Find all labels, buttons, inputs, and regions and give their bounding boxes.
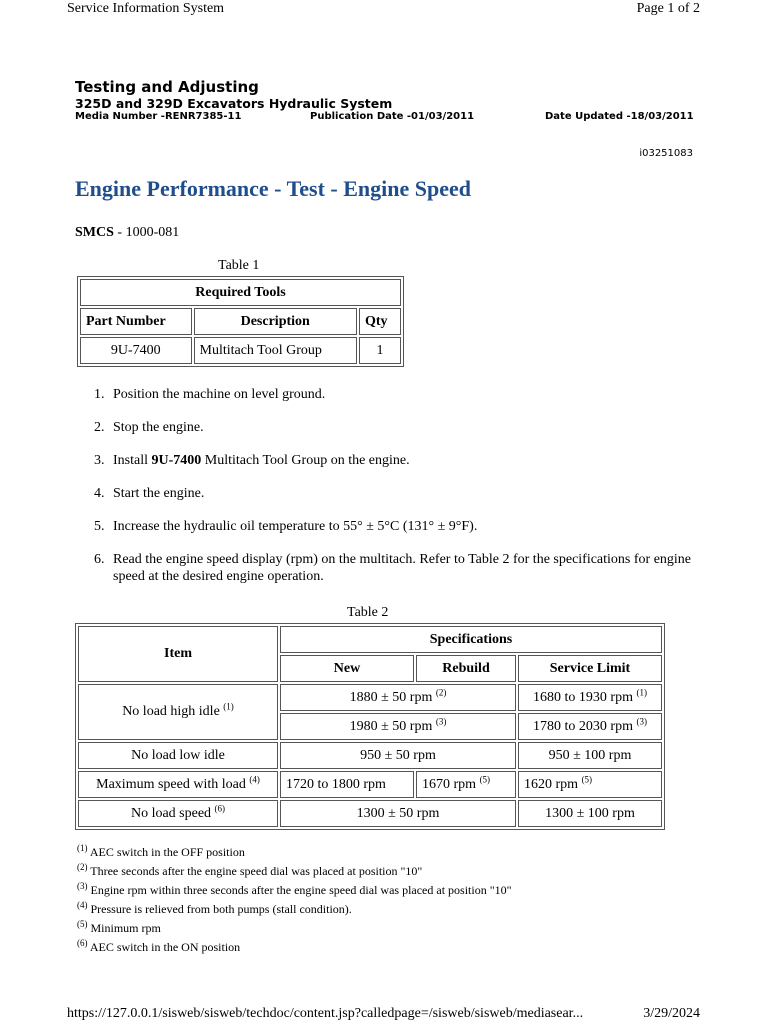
table-cell: 1720 to 1800 rpm [280, 771, 414, 798]
table-cell [518, 771, 662, 798]
step-text: Read the engine speed display (rpm) on the multitach. Refer to Table 2 for the specifications for engine speed at the desired engine operation. [113, 552, 692, 584]
footnote-ref: (6) [214, 802, 226, 813]
required-tools-table [77, 276, 404, 367]
table-cell: 1300 ± 50 rpm [280, 800, 516, 827]
item-label: No load high idle [122, 704, 220, 719]
table-row [80, 279, 401, 306]
step-text: Position the machine on level ground. [113, 387, 326, 402]
spec-value: 1620 rpm [524, 776, 579, 792]
document-type: Testing and Adjusting [75, 78, 259, 96]
smcs-value: - 1000-081 [113, 225, 180, 240]
smcs-code [75, 225, 179, 241]
footer-url: https://127.0.0.1/sisweb/sisweb/techdoc/content.jsp?calledpage=/sisweb/sisweb/mediasear... [67, 1006, 584, 1021]
table-cell: 9U-7400 [80, 337, 192, 364]
column-header: Part Number [80, 308, 192, 335]
footnote [77, 881, 512, 900]
footnote-text: Three seconds after the engine speed dial was placed at position "10" [87, 864, 423, 878]
footnote-marker: (3) [77, 881, 88, 891]
list-item [75, 551, 700, 585]
table2-caption: Table 2 [347, 605, 389, 620]
footnote-marker: (2) [77, 862, 88, 872]
footnote-ref: (1) [636, 686, 647, 697]
footnote-ref: (3) [435, 715, 447, 726]
step-number: 6. [94, 552, 105, 567]
step-number: 1. [94, 387, 105, 402]
step-text: Start the engine. [113, 486, 205, 501]
spec-value: 1980 ± 50 rpm [349, 718, 433, 734]
table-cell: Multitach Tool Group [194, 337, 357, 364]
publication-date: Publication Date -01/03/2011 [310, 111, 475, 122]
footnote [77, 919, 512, 938]
footnote-text: Pressure is relieved from both pumps (stall condition). [87, 902, 352, 916]
footnote-marker: (6) [77, 938, 88, 948]
footnote-ref: (4) [249, 773, 260, 784]
step-number: 2. [94, 420, 105, 435]
table-row [78, 742, 662, 769]
footnote-text: AEC switch in the ON position [87, 940, 241, 954]
list-item [75, 419, 700, 436]
table-cell [518, 713, 662, 740]
table-cell [78, 800, 278, 827]
table-cell [518, 684, 662, 711]
item-label: Maximum speed with load [96, 776, 246, 792]
step-text: Increase the hydraulic oil temperature to 55° ± 5°C (131° ± 9°F). [113, 519, 478, 534]
system-name: Service Information System [67, 1, 225, 16]
list-item [75, 518, 700, 535]
footnote-ref: (3) [636, 715, 647, 726]
footnote-text: AEC switch in the OFF position [87, 845, 245, 859]
footnote-ref: (1) [223, 701, 234, 712]
document-id: i03251083 [639, 148, 693, 159]
spec-value: 1880 ± 50 rpm [349, 689, 433, 705]
procedure-steps [75, 386, 700, 601]
column-header: Item [78, 626, 278, 682]
spec-value: 1680 to 1930 rpm [533, 689, 633, 705]
footnote-text: Engine rpm within three seconds after the engine speed dial was placed at position "10" [87, 883, 512, 897]
spec-value: 1780 to 2030 rpm [533, 718, 633, 734]
spec-value: 1670 rpm [422, 776, 477, 792]
column-header: Specifications [280, 626, 662, 653]
table1-header: Required Tools [80, 279, 401, 306]
table1-caption: Table 1 [218, 258, 260, 273]
table-cell: 950 ± 50 rpm [280, 742, 516, 769]
part-number: 9U-7400 [151, 453, 202, 468]
table-cell: 950 ± 100 rpm [518, 742, 662, 769]
list-item [75, 452, 700, 469]
footnote [77, 862, 512, 881]
table-row [78, 800, 662, 827]
table-cell: 1300 ± 100 rpm [518, 800, 662, 827]
table-row [78, 771, 662, 798]
step-number: 3. [94, 453, 105, 468]
list-item [75, 386, 700, 403]
footnote-marker: (5) [77, 919, 88, 929]
column-header: Rebuild [416, 655, 516, 682]
smcs-label: SMCS [75, 225, 114, 240]
footer-date: 3/29/2024 [643, 1006, 700, 1021]
footnote-marker: (1) [77, 843, 88, 853]
footnote-marker: (4) [77, 900, 88, 910]
step-text: Multitach Tool Group on the engine. [201, 453, 410, 468]
table-cell [280, 713, 516, 740]
column-header: Service Limit [518, 655, 662, 682]
step-text: Stop the engine. [113, 420, 204, 435]
list-item [75, 485, 700, 502]
column-header: New [280, 655, 414, 682]
footnote-ref: (5) [581, 773, 593, 784]
table-cell [78, 684, 278, 740]
step-text: Install [113, 453, 152, 468]
footnote [77, 843, 512, 862]
item-label: No load speed [130, 805, 212, 821]
table-cell: No load low idle [78, 742, 278, 769]
document-subtitle: 325D and 329D Excavators Hydraulic System [75, 96, 393, 111]
footnote-ref: (5) [479, 773, 491, 784]
engine-speed-spec-table [75, 623, 665, 830]
column-header: Description [194, 308, 357, 335]
table-row [78, 626, 662, 653]
table-row [78, 684, 662, 711]
footnote [77, 900, 512, 919]
table-cell [78, 771, 278, 798]
page-indicator: Page 1 of 2 [636, 1, 700, 16]
table-cell [416, 771, 516, 798]
step-number: 4. [94, 486, 105, 501]
column-header: Qty [359, 308, 401, 335]
footnotes [77, 843, 512, 957]
page-title: Engine Performance - Test - Engine Speed [75, 176, 471, 201]
media-number: Media Number -RENR7385-11 [75, 111, 242, 122]
footnote-text: Minimum rpm [87, 921, 161, 935]
footnote [77, 938, 512, 957]
table-row [80, 308, 401, 335]
table-cell [280, 684, 516, 711]
step-number: 5. [94, 519, 105, 534]
footnote-ref: (2) [435, 686, 447, 697]
table-cell: 1 [359, 337, 401, 364]
date-updated: Date Updated -18/03/2011 [545, 111, 694, 122]
table-row [80, 337, 401, 364]
